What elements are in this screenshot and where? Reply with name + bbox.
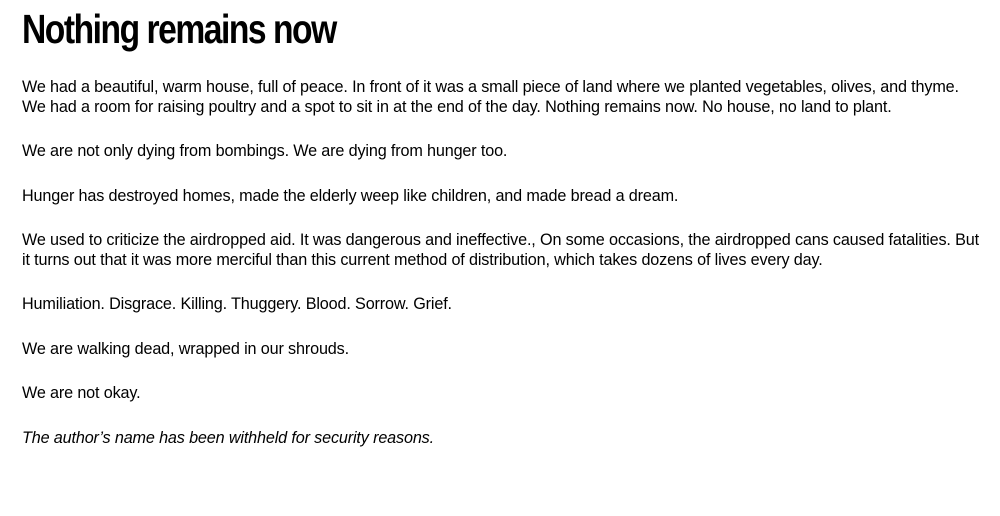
article-paragraph: We are walking dead, wrapped in our shrouds. bbox=[22, 339, 349, 358]
article-paragraph: We are not okay. bbox=[22, 384, 141, 402]
article-paragraph: Humiliation. Disgrace. Killing. Thuggery. Blood. Sorrow. Grief. bbox=[22, 295, 452, 313]
article-paragraph: We are not only dying from bombings. We are dying from hunger too. bbox=[22, 142, 508, 160]
author-note: The author’s name has been withheld for security reasons. bbox=[22, 428, 434, 447]
article-body bbox=[22, 78, 980, 448]
article-paragraph: We had a beautiful, warm house, full of peace. In front of it was a small piece of land where we planted vegetables, olives, and thyme. We had a room for raising poultry and a spot to sit in at the end of the day. Nothing remains now. No house, no land to plant. bbox=[22, 78, 959, 116]
article-title: Nothing remains now bbox=[22, 6, 336, 52]
article-paragraph: We used to criticize the airdropped aid. It was dangerous and ineffective., On some occasions, the airdropped cans caused fatalities. But it turns out that it was more merciful than this current method of distribution, which takes dozens of lives every day. bbox=[22, 231, 979, 269]
article-paragraph: Hunger has destroyed homes, made the elderly weep like children, and made bread a dream. bbox=[22, 186, 679, 205]
